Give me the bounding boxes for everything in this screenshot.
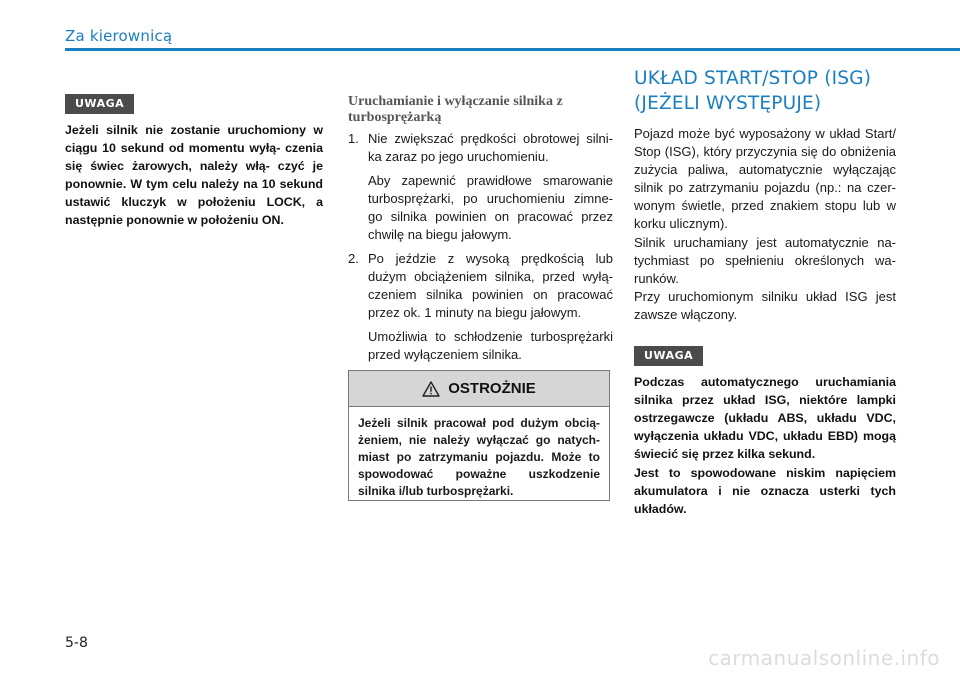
step-text: Nie zwiększać prędkości obrotowej silni- ka zaraz po jego uruchomieniu.	[368, 131, 613, 164]
section-title: Za kierownicą	[65, 27, 173, 45]
caution-header	[349, 371, 609, 407]
caution-box	[348, 370, 610, 501]
warning-triangle-icon	[422, 381, 440, 397]
turbo-steps	[348, 130, 613, 370]
step-explanation: Umożliwia to schłodzenie turbosprężarki przed wyłączeniem silnika.	[368, 329, 613, 362]
step-explanation: Aby zapewnić prawidłowe smarowanie turbosprężarki, po uruchomieniu zimne- go silnika powinien on pracować przez chwilę na biegu jałowym.	[368, 173, 613, 242]
caution-title: OSTROŻNIE	[448, 380, 536, 397]
isg-auto-start-text: Silnik uruchamiany jest automatycznie na- tychmiast po spełnieniu określonych wa- runków.	[634, 235, 896, 286]
isg-description: Pojazd może być wyposażony w układ Start/ Stop (ISG), który przyczynia się do obniżenia zużycia paliwa, automatycznie wyłączając silnik po zatrzymaniu pojazdu (np.: na czer- wonym świetle, przed znakiem stopu lub w korku ulicznym).	[634, 126, 896, 231]
isg-heading-line1: UKŁAD START/STOP (ISG)	[634, 68, 872, 89]
isg-note-text: Podczas automatycznego uruchamiania silnika przez układ ISG, niektóre lampki ostrzegawcze (układu ABS, układu VDC, wyłączenia układu VDC, układu EBD) mogą świecić się przez kilka sekund.	[634, 375, 896, 461]
step-text: Po jeździe z wysoką prędkością lub dużym obciążeniem silnika, przed wyłą- czeniem silnika powinien on pracować przez ok. 1 minuty na biegu jałowym.	[368, 251, 613, 320]
turbo-heading: Uruchamianie i wyłączanie silnika z turbosprężarką	[348, 94, 563, 125]
step-number: 2.	[348, 251, 359, 266]
step-item	[348, 130, 613, 244]
note-badge: UWAGA	[65, 94, 134, 114]
step-number: 1.	[348, 131, 359, 146]
isg-heading-line2: (JEŻELI WYSTĘPUJE)	[634, 93, 822, 114]
isg-always-on-text: Przy uruchomionym silniku układ ISG jest zawsze włączony.	[634, 289, 896, 322]
isg-note-text-2: Jest to spowodowane niskim napięciem akumulatora i nie oznacza usterki tych układów.	[634, 466, 896, 516]
isg-heading	[634, 66, 924, 116]
caution-text: Jeżeli silnik pracował pod dużym obcią- żeniem, nie należy wyłączać go natych- miast po zatrzymaniu pojazdu. Może to spowodować poważne uszkodzenie silnika i/lub turbosprężarki.	[358, 416, 600, 498]
note-text: Jeżeli silnik nie zostanie uruchomiony w ciągu 10 sekund od momentu wyłą- czenia się świec żarowych, należy włą- czyć je ponownie. W tym celu należy na 10 sekund ustawić kluczyk w położeniu LOCK, a następnie ponownie w położeniu ON.	[65, 123, 323, 227]
page-number: 5-8	[65, 635, 88, 651]
header-divider	[65, 48, 960, 51]
watermark: carmanualsonline.info	[708, 646, 940, 670]
step-item	[348, 250, 613, 364]
isg-note-badge: UWAGA	[634, 346, 703, 366]
